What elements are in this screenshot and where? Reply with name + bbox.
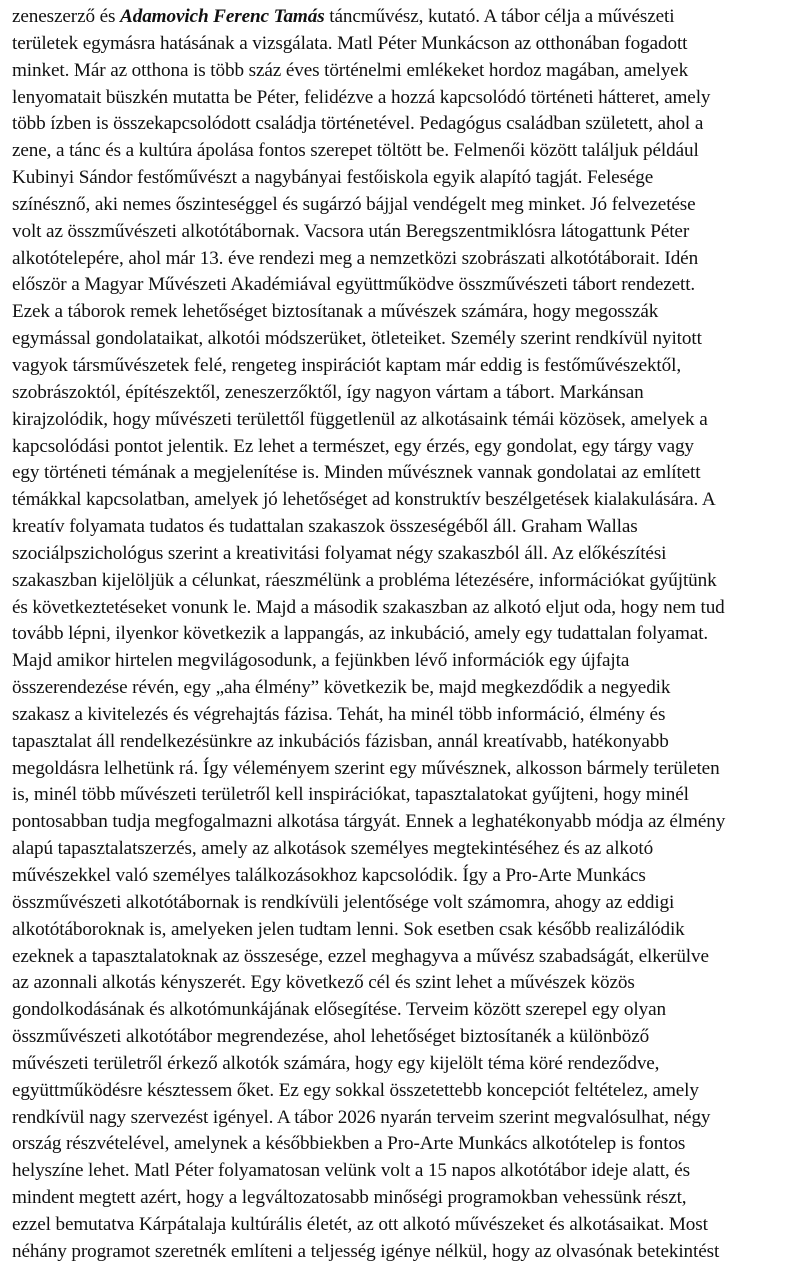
text-line: néhány programot szeretnék említeni a teljesség igénye nélkül, hogy az olvasónak betekintést [12, 1240, 720, 1262]
text-line: minket. Már az otthona is több száz éves történelmi emlékeket hordoz magában, amelyek [12, 59, 689, 81]
text-line: egymással gondolataikat, alkotói módszerüket, ötleteiket. Személy szerint rendkívül nyitott [12, 328, 702, 350]
text-line: megoldásra lelhetünk rá. Így véleményem szerint egy művésznek, alkosson bármely területen [12, 757, 720, 779]
text-line: lenyomatait büszkén mutatta be Péter, felidézve a hozzá kapcsolódó történeti hátteret, amely [12, 86, 711, 108]
text-line: Majd amikor hirtelen megvilágosodunk, a fejünkben lévő információk egy újfajta [12, 650, 630, 672]
text-line: kirajzolódik, hogy művészeti területtől függetlenül az alkotásaink témái közösek, amelyek a [12, 408, 708, 430]
text-line: szociálpszichológus szerint a kreativitási folyamat négy szakaszból áll. Az előkészítési [12, 542, 667, 564]
text-line: együttműködésre késztessem őket. Ez egy sokkal összetettebb koncepciót feltételez, amely [12, 1079, 699, 1101]
text-line: témákkal kapcsolatban, amelyek jó lehetőséget ad konstruktív beszélgetések kialakulására. A [12, 489, 716, 511]
text-line: vagyok társművészetek felé, rengeteg inspirációt kaptam már eddig is festőművészektől, [12, 354, 682, 376]
text-line: művészeti területről érkező alkotók számára, hogy egy kijelölt téma köré rendeződve, [12, 1052, 660, 1074]
text-line: szakaszban kijelöljük a célunkat, ráeszmélünk a probléma létezésére, információkat gyűjtünk [12, 569, 717, 591]
text-line: Ezek a táborok remek lehetőséget biztosítanak a művészek számára, hogy megosszák [12, 301, 659, 323]
text-line: művészekkel való személyes találkozásokhoz kapcsolódik. Így a Pro-Arte Munkács [12, 865, 646, 886]
text-line: alkotótelepére, ahol már 13. éve rendezi meg a nemzetközi szobrászati alkotótáborait. Idén [12, 247, 699, 269]
text-line: és következtetéseket vonunk le. Majd a második szakaszban az alkotó eljut oda, hogy nem tud [12, 596, 725, 618]
text-line [12, 4, 797, 31]
text-line: összművészeti alkotótábornak is rendkívüli jelentősége volt számomra, ahogy az eddigi [12, 891, 675, 913]
text-line: az azonnali alkotás kényszerét. Egy következő cél és szint lehet a művészek közös [12, 972, 635, 994]
text-line: területek egymásra hatásának a vizsgálata. Matl Péter Munkácson az otthonában fogadott [12, 32, 688, 54]
text-line: alkotótáboroknak is, amelyeken jelen tudtam lenni. Sok esetben csak később realizálódik [12, 918, 685, 940]
text-line: ezeknek a tapasztalatoknak az összesége, ezzel meghagyva a művész szabadságát, elkerülve [12, 945, 709, 967]
text-line: szakasz a kivitelezés és végrehajtás fázisa. Tehát, ha minél több információ, élmény és [12, 703, 666, 725]
text-line: összerendezése révén, egy „aha élmény” következik be, majd megkezdődik a negyedik [12, 677, 671, 699]
document-page [12, 4, 797, 1266]
text-line: kreatív folyamata tudatos és tudattalan szakaszok összeségéből áll. Graham Wallas [12, 516, 638, 538]
text-line: kapcsolódási pontot jelentik. Ez lehet a természet, egy érzés, egy gondolat, egy tárgy vagy [12, 435, 694, 457]
text-line: színésznő, aki nemes őszinteséggel és sugárzó bájjal vendégelt meg minket. Jó felvezetése [12, 193, 696, 215]
text-line: több ízben is összekapcsolódott családja történetével. Pedagógus családban született, ahol a [12, 113, 704, 135]
text-line: összművészeti alkotótábor megrendezése, ahol lehetőséget biztosítanék a különböző [12, 1026, 650, 1048]
text-line: először a Magyar Művészeti Akadémiával együttműködve összművészeti tábort rendezett. [12, 274, 696, 296]
text-line: zene, a tánc és a kultúra ápolása fontos szerepet töltött be. Felmenői között találjuk például [12, 140, 699, 162]
text-line: helyszíne lehet. Matl Péter folyamatosan velünk volt a 15 napos alkotótábor ideje alatt, és [12, 1160, 691, 1182]
text-line: rendkívül nagy szervezést igényel. A tábor 2026 nyarán terveim szerint megvalósulhat, négy [12, 1106, 711, 1128]
text-line: egy történeti témának a megjelenítése is. Minden művésznek vannak gondolatai az említett [12, 462, 701, 484]
text-run: zeneszerző és [12, 6, 121, 27]
text-line: szobrászoktól, építészektől, zeneszerzőktől, így nagyon vártam a tábort. Markánsan [12, 381, 644, 403]
text-line: pontosabban tudja megfogalmazni alkotása tárgyát. Ennek a leghatékonyabb módja az élmény [12, 811, 726, 833]
text-line: is, minél több művészeti területről kell inspirációkat, tapasztalatokat gyűjteni, hogy minél [12, 784, 689, 806]
person-name-emphasis: Adamovich Ferenc Tamás [120, 6, 325, 27]
text-line: volt az összművészeti alkotótábornak. Vacsora után Beregszentmiklósra látogattunk Péter [12, 220, 690, 242]
text-line: ország részvételével, amelynek a későbbiekben a Pro-Arte Munkács alkotótelep is fontos [12, 1133, 686, 1155]
text-line: Kubinyi Sándor festőművészt a nagybányai festőiskola egyik alapító tagját. Felesége [12, 167, 654, 189]
text-line: tapasztalat áll rendelkezésünkre az inkubációs fázisban, annál kreatívabb, hatékonyabb [12, 730, 669, 752]
text-line: mindent megtett azért, hogy a legváltozatosabb minőségi programokban vehessünk részt, [12, 1187, 687, 1209]
text-run: táncművész, kutató. A tábor célja a művészeti [324, 6, 675, 27]
text-line: gondolkodásának és alkotómunkájának elősegítése. Terveim között szerepel egy olyan [12, 999, 666, 1021]
text-line: ezzel bemutatva Kárpátalaja kultúrális életét, az ott alkotó művészeket és alkotásaikat. Most [12, 1213, 708, 1235]
text-line: tovább lépni, ilyenkor következik a lappangás, az inkubáció, amely egy tudattalan folyamat. [12, 623, 709, 645]
text-line: alapú tapasztalatszerzés, amely az alkotások személyes megtekintéséhez és az alkotó [12, 838, 654, 860]
